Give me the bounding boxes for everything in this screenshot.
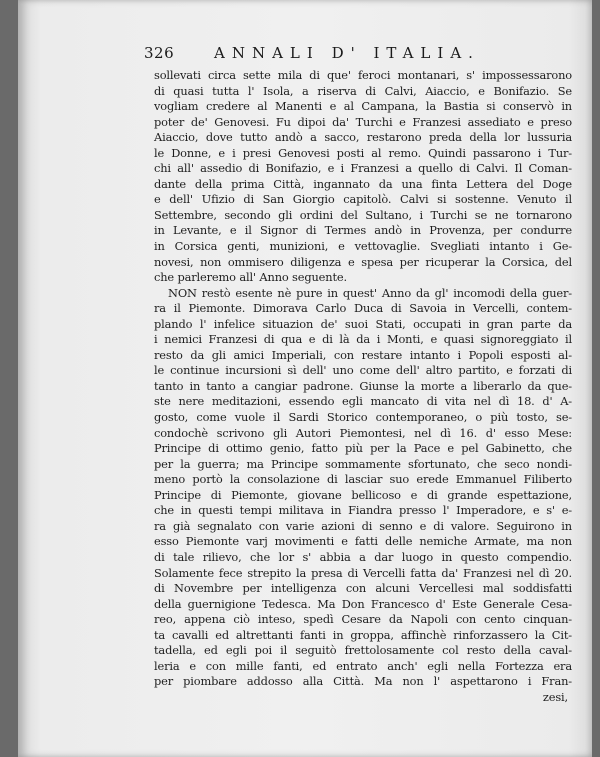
text-line: sollevati circa sette mila di que' feroci montanari, s' impossessarono	[154, 68, 572, 82]
text-line: Aiaccio, dove tutto andò a sacco, restarono preda della lor lussuria	[154, 130, 572, 145]
text-line: chi all' assedio di Bonifazio, e i Franzesi a quello di Calvi. Il Coman-	[154, 161, 572, 176]
text-line: che parleremo all' Anno seguente.	[154, 270, 347, 285]
page-header	[144, 44, 494, 66]
text-line: condochè scrivono gli Autori Piemontesi, nel dì 16. d' esso Mese:	[154, 425, 572, 440]
text-line: ta cavalli ed altrettanti fanti in groppa, affinchè rinforzassero la Cit-	[154, 627, 572, 642]
text-line: di Novembre per intelligenza con alcuni Vercellesi mal soddisfatti	[154, 581, 572, 596]
text-line: che in questi tempi militava in Fiandra presso l' Imperadore, e s' e-	[154, 503, 572, 518]
text-line: per piombare addosso alla Città. Ma non l' aspettarono i Fran-	[154, 674, 572, 689]
text-line: in Levante, e il Signor di Termes andò in Provenza, per condurre	[154, 223, 572, 238]
text-line: Settembre, secondo gli ordini del Sultano, i Turchi se ne tornarono	[154, 207, 572, 222]
text-line: tanto in tanto a cangiar padrone. Giunse la morte a liberarlo da que-	[154, 378, 572, 393]
text-line: leria e con mille fanti, ed entrato anch' egli nella Fortezza era	[154, 658, 572, 673]
text-line: tadella, ed egli poi il seguitò frettolosamente col resto della caval-	[154, 643, 572, 658]
book-page	[18, 0, 592, 757]
text-line: meno portò la consolazione di lasciar suo erede Emmanuel Filiberto	[154, 472, 572, 487]
catchword: zesi,	[542, 689, 568, 704]
page-number: 326	[144, 44, 175, 62]
text-line: dante della prima Città, ingannato da una finta Lettera del Doge	[154, 176, 572, 191]
text-line: e dell' Ufizio di San Giorgio capitolò. Calvi si sostenne. Venuto il	[154, 192, 572, 207]
text-line: le continue incursioni sì dell' uno come dell' altro partito, e forzati di	[154, 363, 572, 378]
text-line: per la guerra; ma Principe sommamente sfortunato, che seco nondi-	[154, 456, 572, 471]
text-line: le Donne, e i presi Genovesi posti al remo. Quindi passarono i Tur-	[154, 145, 572, 160]
paragraph-corsica	[154, 68, 572, 286]
text-line: Solamente fece strepito la presa di Vercelli fatta da' Franzesi nel dì 20.	[154, 565, 572, 580]
text-line: ste nere meditazioni, essendo egli mancato di vita nel dì 18. d' A-	[154, 394, 572, 409]
text-line: ra il Piemonte. Dimorava Carlo Duca di Savoia in Vercelli, contem-	[154, 301, 572, 316]
text-line: ra già segnalato con varie azioni di senno e di valore. Seguirono in	[154, 518, 572, 533]
text-line: Principe di Piemonte, giovane bellicoso e di grande espettazione,	[154, 487, 572, 502]
body-text	[154, 68, 572, 705]
text-line: in Corsica genti, munizioni, e vettovaglie. Svegliati intanto i Ge-	[154, 239, 572, 254]
paragraph-piemonte	[154, 286, 572, 690]
text-line: gosto, come vuole il Sardi Storico contemporaneo, o più tosto, se-	[154, 410, 572, 425]
text-line: NON restò esente nè pure in quest' Anno da gl' incomodi della guer-	[168, 285, 572, 300]
running-title: ANNALI D' ITALIA.	[214, 44, 480, 62]
text-line: di tale rilievo, che lor s' abbia a dar luogo in questo compendio.	[154, 549, 572, 564]
text-line: resto da gli amici Imperiali, con restare intanto i Popoli esposti al-	[154, 347, 572, 362]
text-line: poter de' Genovesi. Fu dipoi da' Turchi e Franzesi assediato e preso	[154, 114, 572, 129]
text-line: reo, appena ciò inteso, spedì Cesare da Napoli con cento cinquan-	[154, 612, 572, 627]
text-line: plando l' infelice situazion de' suoi Stati, occupati in gran parte da	[154, 316, 572, 331]
text-line: di quasi tutta l' Isola, a riserva di Calvi, Aiaccio, e Bonifazio. Se	[154, 83, 572, 98]
text-line: esso Piemonte varj movimenti e fatti delle nemiche Armate, ma non	[154, 534, 572, 549]
text-line: Principe di ottimo genio, fatto più per la Pace e pel Gabinetto, che	[154, 441, 572, 456]
text-line: della guernigione Tedesca. Ma Don Francesco d' Este Generale Cesa-	[154, 596, 572, 611]
text-line: i nemici Franzesi di qua e di là da i Monti, e quasi signoreggiato il	[154, 332, 572, 347]
text-line: novesi, non ommisero diligenza e spesa per ricuperar la Corsica, del	[154, 254, 572, 269]
text-line: vogliam credere al Manenti e al Campana, la Bastia si conservò in	[154, 99, 572, 114]
